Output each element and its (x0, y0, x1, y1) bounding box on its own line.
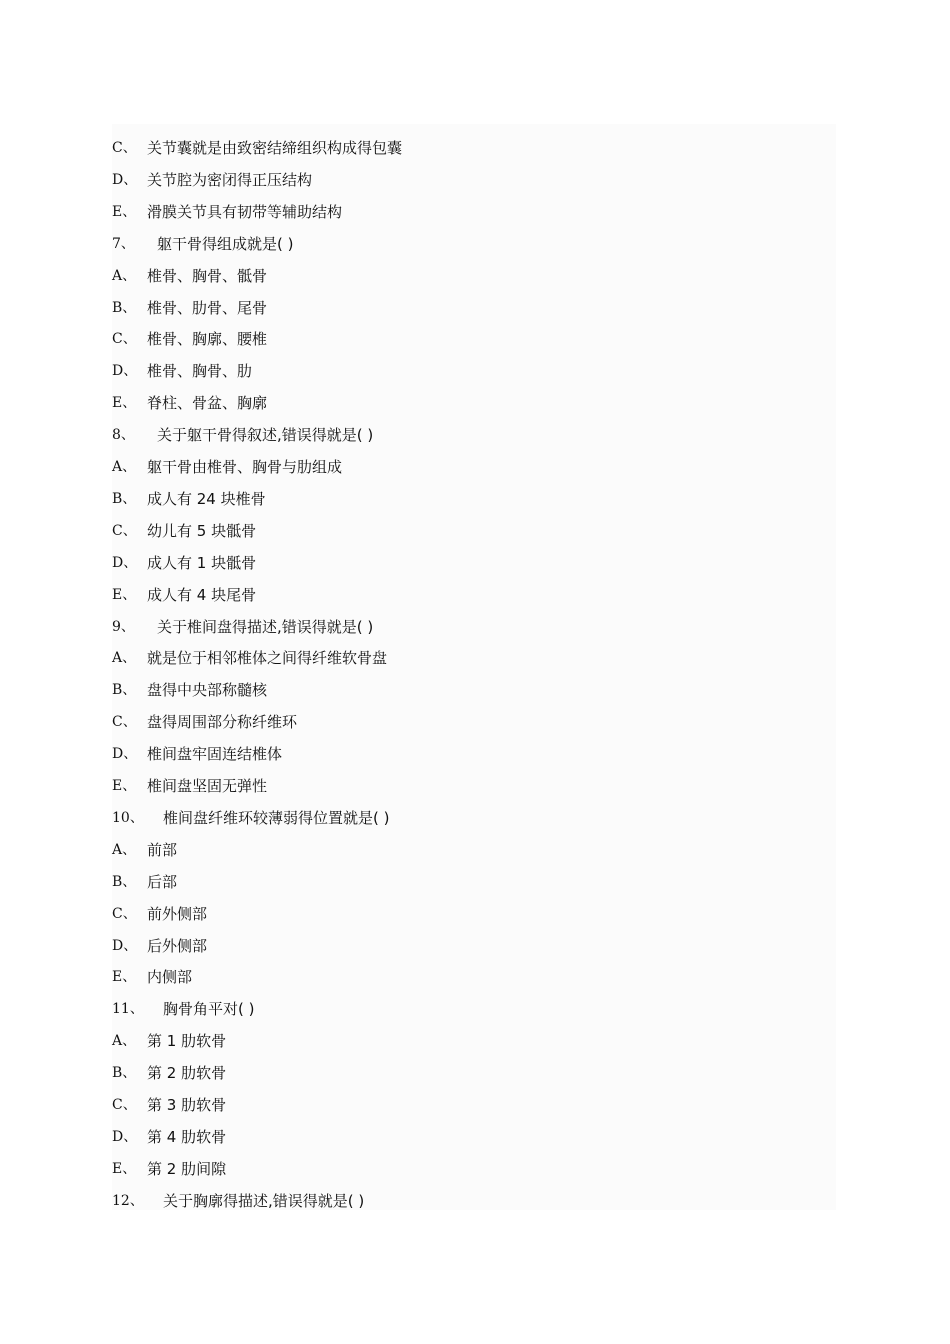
option-letter: C、 (112, 905, 137, 922)
option-letter: A、 (112, 1033, 137, 1050)
question-text: 关于胸廓得描述,错误得就是( ) (163, 1191, 365, 1210)
question-number: 8、 (112, 427, 135, 444)
option-text: 就是位于相邻椎体之间得纤维软骨盘 (147, 649, 388, 668)
question-text: 关于躯干骨得叙述,错误得就是( ) (157, 426, 374, 445)
option-letter: B、 (112, 490, 137, 507)
option-letter: E、 (112, 203, 137, 220)
option-letter: D、 (112, 171, 138, 188)
option-letter: D、 (112, 746, 138, 763)
option-letter: A、 (112, 650, 137, 667)
option-letter: E、 (112, 395, 137, 412)
option-letter: D、 (112, 554, 138, 571)
option-letter: B、 (112, 1065, 137, 1082)
option-letter: E、 (112, 969, 137, 986)
option-text: 后外侧部 (147, 936, 208, 955)
option-letter: E、 (112, 778, 137, 794)
option-text: 成人有 4 块尾骨 (147, 585, 257, 604)
question-text: 关于椎间盘得描述,错误得就是( ) (157, 617, 374, 636)
option-letter: C、 (112, 140, 137, 156)
option-text: 椎骨、胸骨、骶骨 (147, 266, 268, 285)
document-page (112, 124, 836, 1210)
option-letter: E、 (112, 586, 137, 603)
option-letter: A、 (112, 459, 137, 475)
option-letter: C、 (112, 714, 137, 731)
option-text: 椎骨、肋骨、尾骨 (147, 298, 268, 317)
option-text: 躯干骨由椎骨、胸骨与肋组成 (147, 458, 343, 476)
question-text: 躯干骨得组成就是( ) (157, 234, 294, 253)
question-number: 11、 (112, 1001, 144, 1018)
option-letter: A、 (112, 267, 137, 284)
option-text: 关节腔为密闭得正压结构 (147, 170, 313, 189)
question-text: 椎间盘纤维环较薄弱得位置就是( ) (163, 808, 390, 827)
option-letter: C、 (112, 1097, 137, 1113)
option-text: 盘得周围部分称纤维环 (147, 713, 298, 732)
option-text: 第 3 肋软骨 (147, 1096, 227, 1114)
option-text: 前部 (147, 840, 178, 859)
option-text: 成人有 1 块骶骨 (147, 553, 257, 572)
option-letter: B、 (112, 682, 137, 699)
option-text: 盘得中央部称髓核 (147, 681, 268, 700)
question-number: 10、 (112, 809, 144, 826)
option-text: 第 4 肋软骨 (147, 1127, 227, 1146)
option-text: 椎骨、胸廓、腰椎 (147, 330, 268, 349)
option-text: 第 2 肋软骨 (147, 1064, 227, 1083)
option-letter: B、 (112, 299, 137, 316)
option-text: 幼儿有 5 块骶骨 (147, 521, 257, 540)
option-letter: D、 (112, 363, 138, 380)
option-text: 内侧部 (147, 968, 193, 987)
option-text: 滑膜关节具有韧带等辅助结构 (147, 202, 343, 221)
option-letter: C、 (112, 522, 137, 539)
question-number: 9、 (112, 618, 135, 635)
option-text: 椎骨、胸骨、肋 (147, 362, 253, 381)
option-text: 第 1 肋软骨 (147, 1032, 227, 1051)
question-number: 7、 (112, 235, 135, 252)
option-text: 脊柱、骨盆、胸廓 (147, 394, 268, 413)
option-letter: B、 (112, 873, 137, 890)
option-letter: D、 (112, 1128, 138, 1145)
option-letter: A、 (112, 841, 137, 858)
option-text: 前外侧部 (147, 904, 208, 923)
option-letter: E、 (112, 1160, 137, 1177)
option-text: 椎间盘牢固连结椎体 (147, 745, 283, 764)
option-text: 关节囊就是由致密结缔组织构成得包囊 (147, 139, 403, 157)
option-text: 第 2 肋间隙 (147, 1159, 227, 1178)
option-text: 成人有 24 块椎骨 (147, 489, 266, 508)
option-text: 椎间盘坚固无弹性 (147, 777, 268, 795)
option-letter: D、 (112, 937, 138, 954)
question-text: 胸骨角平对( ) (163, 1000, 255, 1019)
question-number: 12、 (112, 1192, 144, 1209)
option-letter: C、 (112, 331, 137, 348)
option-text: 后部 (147, 872, 178, 891)
